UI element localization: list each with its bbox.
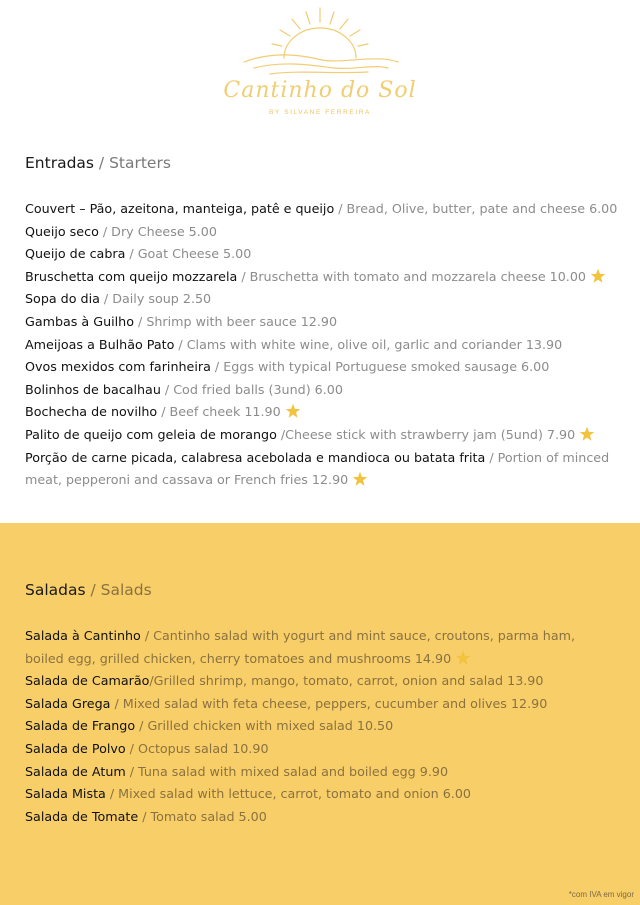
menu-item (25, 379, 617, 402)
restaurant-logo (0, 0, 640, 130)
menu-item-name-pt: Couvert – Pão, azeitona, manteiga, patê e queijo (25, 201, 335, 216)
menu-item-description-en: / Tomato salad 5.00 (138, 808, 267, 824)
menu-item-description-en: / Grilled chicken with mixed salad 10.50 (135, 718, 394, 734)
star-icon (285, 403, 301, 419)
menu-item (25, 243, 617, 266)
menu-item (25, 783, 617, 806)
salads-heading (25, 581, 152, 599)
menu-item-description-en: / Dry Cheese 5.00 (98, 223, 217, 239)
tax-footnote: *com IVA em vigor (568, 890, 634, 899)
star-icon (352, 471, 368, 487)
salads-title-pt: Saladas (25, 581, 86, 599)
menu-item-name-pt: Salada de Camarão (25, 673, 150, 689)
menu-item-name-pt: Sopa do dia (25, 291, 100, 307)
menu-item-description-en: / Cod fried balls (3und) 6.00 (160, 381, 343, 397)
sun-logo-icon (226, 6, 414, 86)
menu-item (25, 334, 617, 357)
menu-item-name-pt: Bochecha de novilho (25, 404, 158, 420)
star-icon (579, 426, 595, 442)
starters-title-sep: / (93, 154, 110, 172)
salads-list (25, 625, 617, 828)
menu-item (25, 401, 617, 424)
menu-item-description-en: / Mixed salad with feta cheese, peppers, cucumber and olives 12.90 (110, 695, 548, 711)
menu-item-name-pt: Bruschetta com queijo mozzarela (25, 268, 238, 284)
menu-item (25, 221, 617, 244)
menu-item-description-en: / Portion of minced meat, pepperoni and cassava or French fries 12.90 (25, 449, 610, 488)
starters-section (0, 130, 640, 523)
menu-item-name-pt: Salada de Polvo (25, 740, 126, 756)
menu-item-description-en: / Eggs with typical Portuguese smoked sausage 6.00 (210, 359, 550, 375)
menu-item-description-en: / Daily soup 2.50 (99, 291, 212, 307)
menu-item-name-pt: Salada de Atum (25, 763, 126, 779)
menu-item-name-pt: Salada de Frango (25, 718, 136, 734)
menu-item-name-pt: Bolinhos de bacalhau (25, 381, 161, 397)
menu-item-description-en: / Bruschetta with tomato and mozzarela cheese 10.00 (237, 268, 586, 284)
menu-item-name-pt: Queijo seco (25, 223, 99, 239)
menu-item (25, 693, 617, 716)
menu-item (25, 356, 617, 379)
menu-item (25, 311, 617, 334)
menu-item-description-en: / Goat Cheese 5.00 (125, 246, 252, 262)
menu-item-name-pt: Ovos mexidos com farinheira (25, 359, 211, 375)
menu-item-name-pt: Salada de Tomate (25, 808, 139, 824)
logo-subtitle: BY SILVANE FERREIRA (269, 109, 371, 116)
menu-item-name-pt: Palito de queijo com geleia de morango (25, 426, 277, 442)
menu-item (25, 715, 617, 738)
menu-item-name-pt: Gambas à Guilho (25, 313, 134, 329)
salads-section (0, 523, 640, 905)
salads-title-en: Salads (100, 581, 152, 599)
starters-title-pt: Entradas (25, 154, 94, 172)
salads-title-sep: / (85, 581, 101, 599)
menu-item (25, 266, 617, 289)
star-icon (455, 650, 471, 666)
logo-name: Cantinho do Sol (223, 78, 417, 103)
menu-item-description-en: /Grilled shrimp, mango, tomato, carrot, onion and salad 13.90 (149, 673, 544, 689)
menu-item-description-en: / Bread, Olive, butter, pate and cheese 6.00 (334, 201, 618, 216)
menu-item (25, 424, 617, 447)
menu-item (25, 761, 617, 784)
starters-heading (25, 154, 171, 172)
menu-item-name-pt: Salada Grega (25, 695, 111, 711)
menu-item-description-en: /Cheese stick with strawberry jam (5und) 7.90 (276, 426, 576, 442)
starters-title-en: Starters (109, 154, 171, 172)
menu-item-name-pt: Salada à Cantinho (25, 628, 141, 643)
menu-item-description-en: / Mixed salad with lettuce, carrot, tomato and onion 6.00 (105, 786, 471, 802)
menu-item-description-en: / Octopus salad 10.90 (125, 740, 269, 756)
menu-item (25, 198, 617, 221)
menu-item (25, 670, 617, 693)
starters-list (25, 198, 617, 492)
menu-item (25, 447, 617, 492)
menu-item-description-en: / Tuna salad with mixed salad and boiled egg 9.90 (125, 763, 449, 779)
menu-item-description-en: / Clams with white wine, olive oil, garlic and coriander 13.90 (174, 336, 563, 352)
menu-item-name-pt: Ameijoas a Bulhão Pato (25, 336, 175, 352)
menu-item-name-pt: Porção de carne picada, calabresa acebolada e mandioca ou batata frita (25, 449, 486, 465)
menu-item-description-en: / Beef cheek 11.90 (157, 404, 281, 420)
menu-item-name-pt: Salada Mista (25, 786, 106, 802)
menu-item-description-en: / Cantinho salad with yogurt and mint sauce, croutons, parma ham, boiled egg, grilled chicken, cherry tomatoes and mushrooms 14.90 (25, 628, 576, 666)
menu-item-name-pt: Queijo de cabra (25, 246, 126, 262)
menu-item-description-en: / Shrimp with beer sauce 12.90 (133, 313, 338, 329)
menu-item (25, 288, 617, 311)
star-icon (590, 268, 606, 284)
menu-item (25, 625, 617, 670)
menu-item (25, 806, 617, 829)
menu-item (25, 738, 617, 761)
